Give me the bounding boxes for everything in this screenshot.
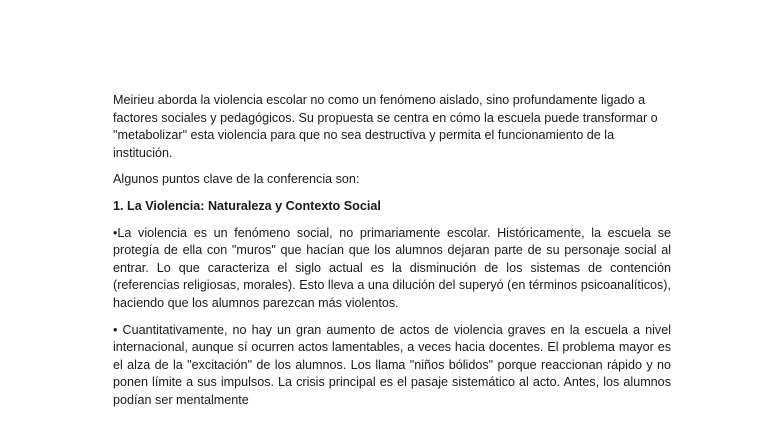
document-body — [113, 92, 671, 410]
bullet-paragraph-1: •La violencia es un fenómeno social, no primariamente escolar. Históricamente, la escuela se protegía de ella con "muros" que hacían que los alumnos dejaran parte de su personaje social al entrar. Lo que caracteriza el siglo actual es la disminución de los sistemas de contención (referencias religiosas, morales). Esto lleva a una dilución del superyó (en términos psicoanalíticos), haciendo que los alumnos parezcan más violentos. — [113, 225, 671, 310]
key-points-intro: Algunos puntos clave de la conferencia son: — [113, 172, 360, 187]
intro-paragraph: Meirieu aborda la violencia escolar no como un fenómeno aislado, sino profundamente ligado a factores sociales y pedagógicos. Su propuesta se centra en cómo la escuela puede transformar o "metabolizar" esta violencia para que no sea destructiva y permita el funcionamiento de la institución. — [113, 93, 658, 160]
bullet-paragraph-2: • Cuantitativamente, no hay un gran aumento de actos de violencia graves en la escuela a nivel internacional, aunque sí ocurren actos lamentables, a veces hacia docentes. El problema mayor es el alza de la "excitación" de los alumnos. Los llama "niños bólidos" porque reaccionan rápido y no ponen límite a sus impulsos. La crisis principal es el pasaje sistemático al acto. Antes, los alumnos podían ser mentalmente — [113, 322, 671, 407]
section-heading: 1. La Violencia: Naturaleza y Contexto Social — [113, 198, 381, 213]
